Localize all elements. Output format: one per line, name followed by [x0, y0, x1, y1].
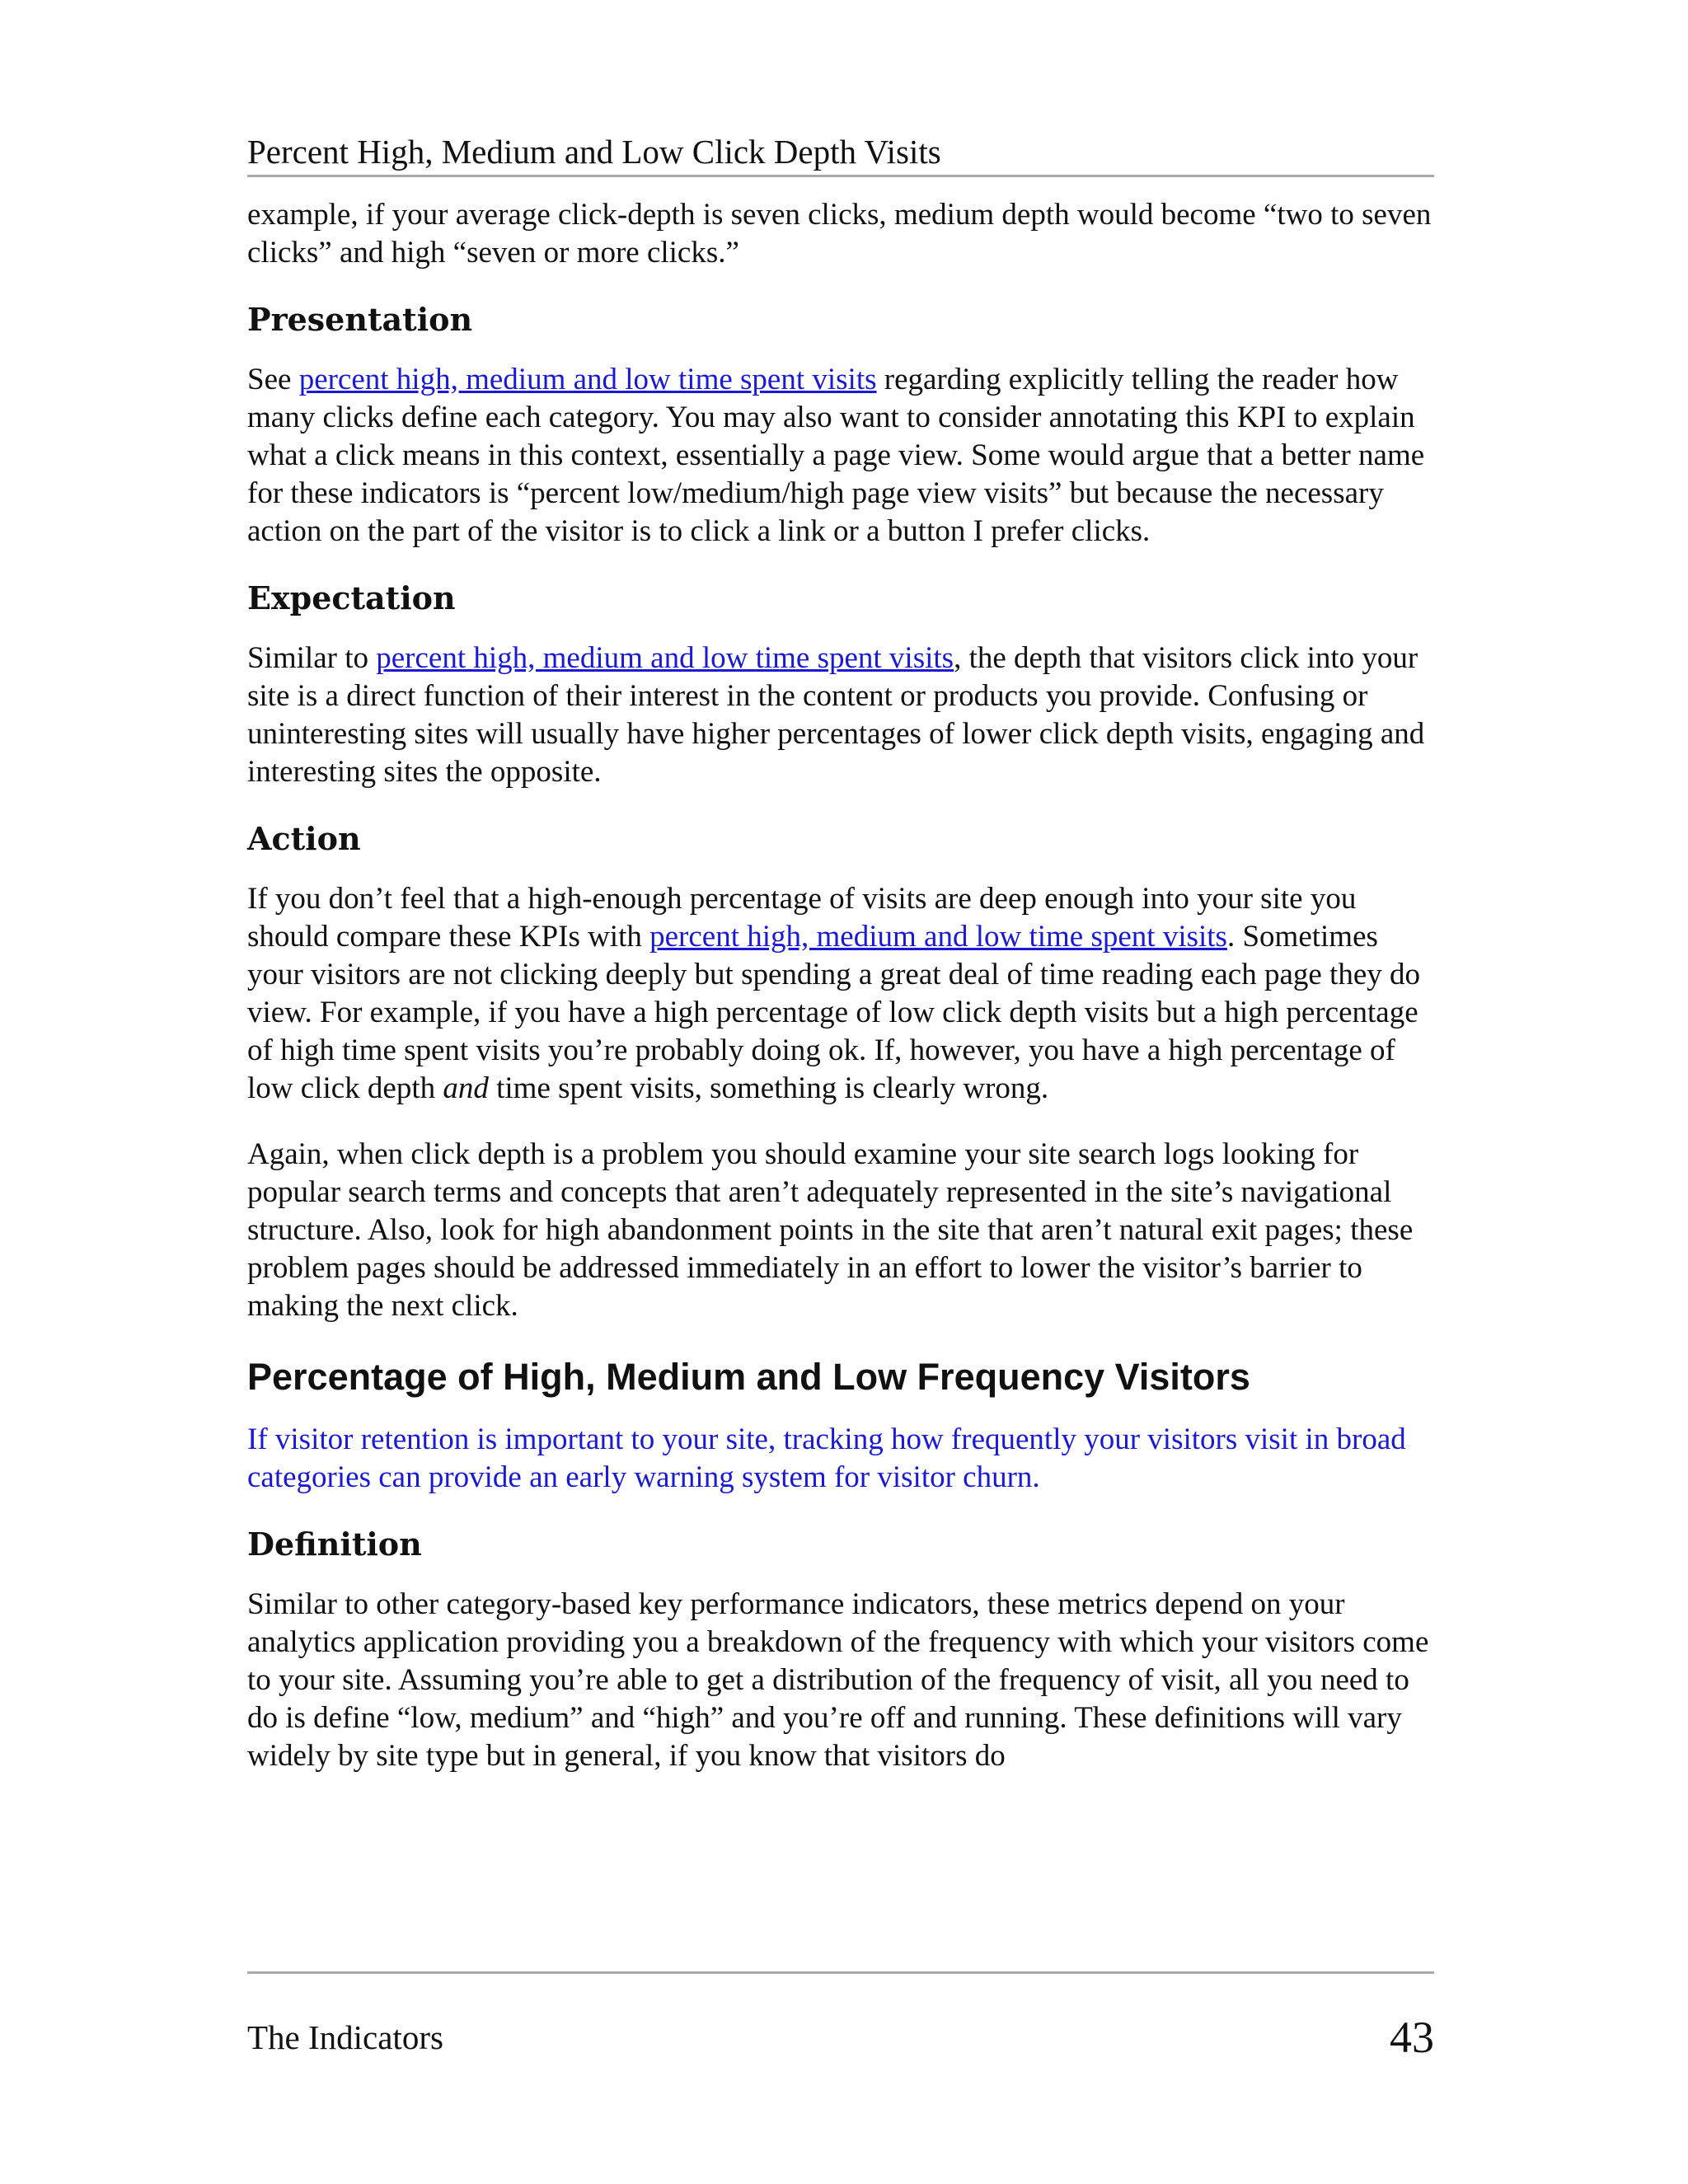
section-title: Percentage of High, Medium and Low Frequency Visitors	[247, 1356, 1250, 1398]
expectation-text-post: , the depth that visitors click into your site is a direct function of their interest in the content or products you provide. Confusing or uninteresting sites will usually have higher percentages of lower click depth visits, engaging and interesting sites the opposite.	[247, 641, 1425, 789]
definition-heading: Definition	[247, 1526, 422, 1563]
footer-chapter-title: The Indicators	[247, 2018, 443, 2056]
expectation-text-pre: Similar to	[247, 641, 377, 675]
time-spent-visits-link[interactable]: percent high, medium and low time spent visits	[298, 363, 877, 396]
action-text-end: time spent visits, something is clearly wrong.	[488, 1071, 1049, 1105]
time-spent-visits-link[interactable]: percent high, medium and low time spent visits	[376, 641, 954, 675]
presentation-heading: Presentation	[247, 301, 473, 338]
presentation-text-post: regarding explicitly telling the reader how many clicks define each category. You may also want to consider annotating this KPI to explain what a click means in this context, essentially a page view. Some would argue that a better name for these indicators is “percent low/medium/high page view visits” but because the necessary action on the part of the visitor is to click a link or a button I prefer clicks.	[247, 363, 1425, 548]
page-number: 43	[1390, 2013, 1434, 2062]
intro-paragraph: example, if your average click-depth is seven clicks, medium depth would become “two to seven clicks” and high “seven or more clicks.”	[247, 198, 1432, 269]
expectation-paragraph	[247, 640, 1434, 791]
document-page	[247, 0, 1434, 2184]
action-paragraph-2: Again, when click depth is a problem you should examine your site search logs looking for popular search terms and concepts that aren’t adequately represented in the site’s navigational structure. Also, look for high abandonment points in the site that aren’t natural exit pages; these problem pages should be addressed immediately in an effort to lower the visitor’s barrier to making the next click.	[247, 1137, 1414, 1323]
running-header: Percent High, Medium and Low Click Depth Visits	[247, 130, 1434, 177]
time-spent-visits-link[interactable]: percent high, medium and low time spent visits	[649, 920, 1227, 954]
presentation-text-pre: See	[247, 363, 299, 396]
footer-divider	[247, 1971, 1434, 1974]
action-heading: Action	[247, 820, 361, 857]
action-text-post: . Sometimes your visitors are not clicking deeply but spending a great deal of time reading each page they do view. For example, if you have a high percentage of low click depth visits but a high percentage of high time spent visits you’re probably doing ok. If, however, you have a high percentage of low click depth	[247, 920, 1421, 1105]
action-text-pre: If you don’t feel that a high-enough percentage of visits are deep enough into your site you should compare these KPIs with	[247, 882, 1357, 954]
action-paragraph-1	[247, 880, 1434, 1108]
action-text-emphasis: and	[443, 1071, 489, 1105]
section-lead: If visitor retention is important to your site, tracking how frequently your visitors visit in broad categories can provide an early warning system for visitor churn.	[247, 1422, 1406, 1494]
page-content	[247, 196, 1434, 1803]
definition-paragraph: Similar to other category-based key performance indicators, these metrics depend on your analytics application providing you a breakdown of the frequency with which your visitors come to your site. Assuming you’re able to get a distribution of the frequency of visit, all you need to do is define “low, medium” and “high” and you’re off and running. These definitions will vary widely by site type but in general, if you know that visitors do	[247, 1587, 1429, 1773]
expectation-heading: Expectation	[247, 579, 456, 616]
presentation-paragraph	[247, 361, 1434, 551]
